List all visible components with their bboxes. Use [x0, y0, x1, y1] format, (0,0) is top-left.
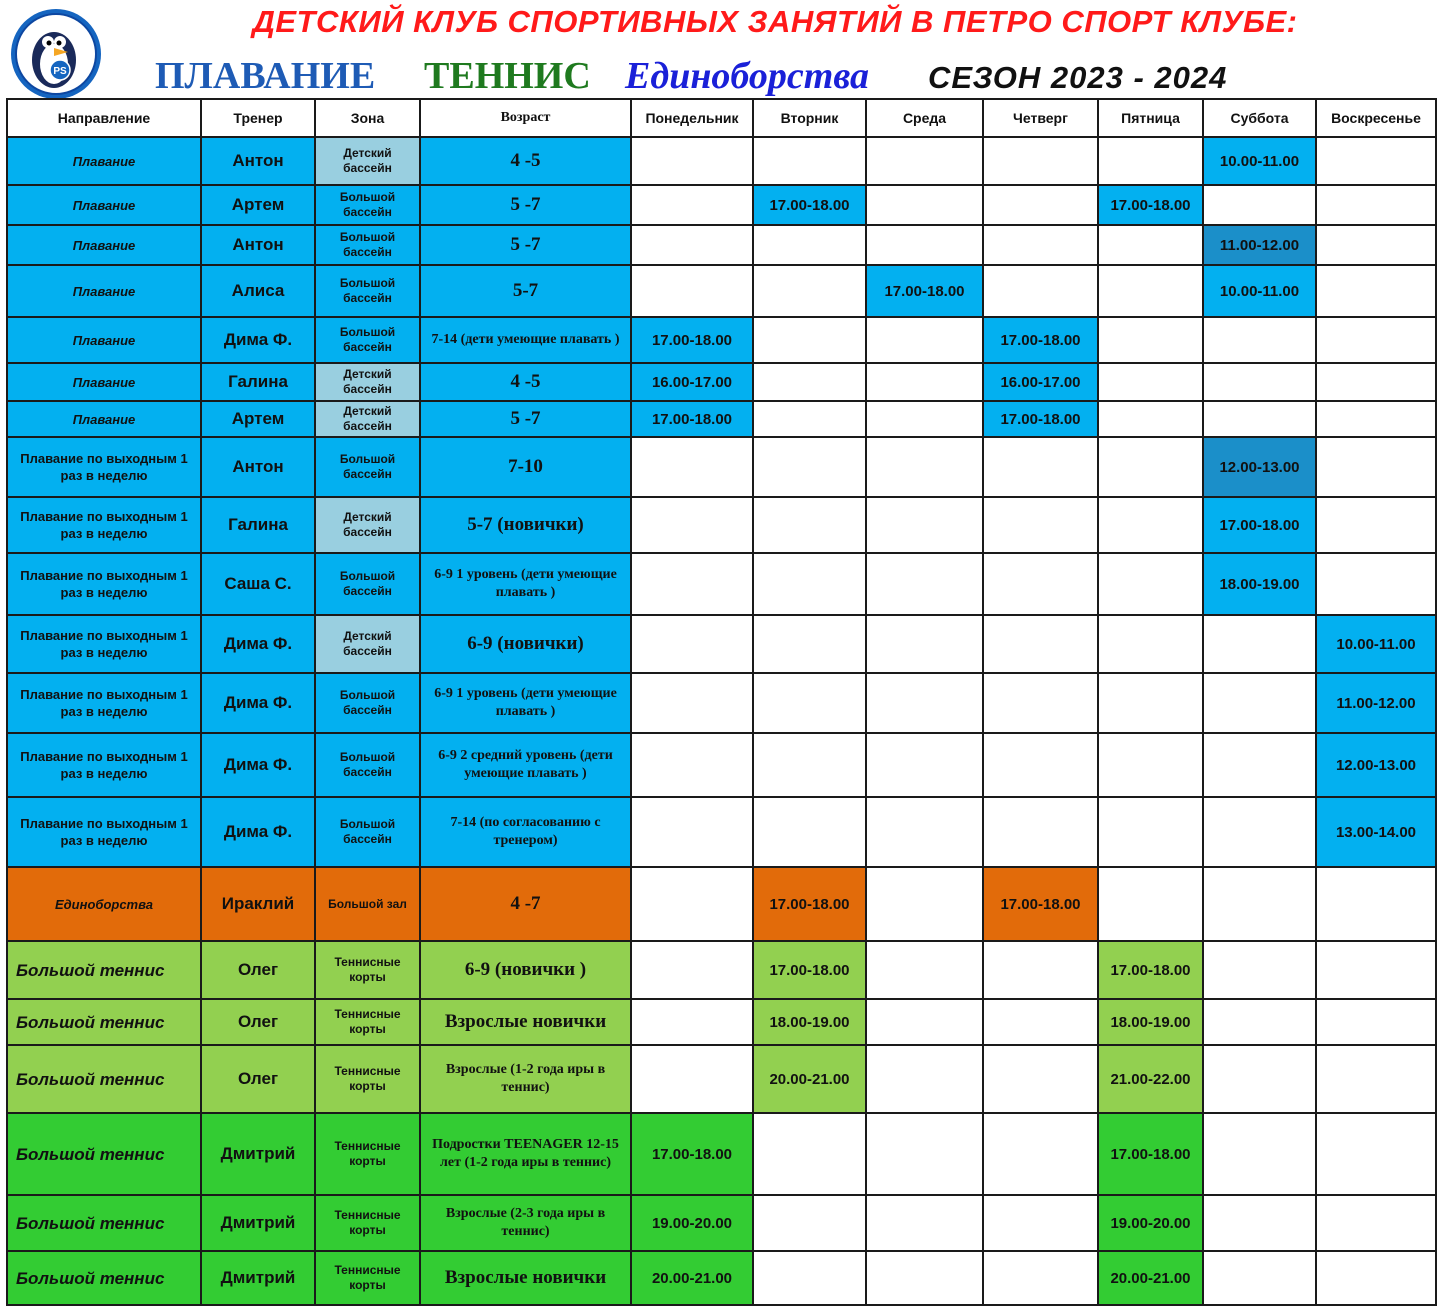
- slot-tue: [753, 317, 866, 363]
- slot-sun: [1316, 497, 1436, 553]
- slot-thu: [983, 1251, 1098, 1305]
- slot-thu: [983, 497, 1098, 553]
- direction-cell: Большой теннис: [7, 1195, 201, 1251]
- slot-thu: [983, 1113, 1098, 1195]
- header: [0, 0, 1440, 100]
- slot-fri: [1098, 867, 1203, 941]
- slot-sun: [1316, 225, 1436, 265]
- slot-fri: 21.00-22.00: [1098, 1045, 1203, 1113]
- zone-cell: Теннисные корты: [315, 1045, 420, 1113]
- slot-tue: 17.00-18.00: [753, 185, 866, 225]
- col-header-age: Возраст: [420, 99, 631, 137]
- zone-cell: Большой бассейн: [315, 317, 420, 363]
- slot-tue: 20.00-21.00: [753, 1045, 866, 1113]
- col-header-zone: Зона: [315, 99, 420, 137]
- table-row: [7, 1045, 1436, 1113]
- slot-fri: [1098, 797, 1203, 867]
- direction-cell: Большой теннис: [7, 941, 201, 999]
- slot-sat: [1203, 363, 1316, 401]
- age-cell: Взрослые новички: [420, 999, 631, 1045]
- direction-cell: Плавание: [7, 401, 201, 437]
- slot-wed: [866, 225, 983, 265]
- slot-sun: [1316, 185, 1436, 225]
- slot-fri: [1098, 673, 1203, 733]
- zone-cell: Детский бассейн: [315, 137, 420, 185]
- table-row: [7, 941, 1436, 999]
- age-cell: 6-9 1 уровень (дети умеющие плавать ): [420, 673, 631, 733]
- slot-mon: [631, 733, 753, 797]
- table-row: [7, 673, 1436, 733]
- direction-cell: Плавание: [7, 225, 201, 265]
- schedule-table: [6, 98, 1437, 1306]
- table-row: [7, 363, 1436, 401]
- zone-cell: Большой бассейн: [315, 733, 420, 797]
- page-title: ДЕТСКИЙ КЛУБ СПОРТИВНЫХ ЗАНЯТИЙ В ПЕТРО СПОРТ КЛУБЕ:: [252, 4, 1298, 39]
- age-cell: 6-9 1 уровень (дети умеющие плавать ): [420, 553, 631, 615]
- slot-sun: 12.00-13.00: [1316, 733, 1436, 797]
- slot-sat: 18.00-19.00: [1203, 553, 1316, 615]
- slot-tue: [753, 363, 866, 401]
- slot-sat: [1203, 999, 1316, 1045]
- slot-mon: [631, 497, 753, 553]
- age-cell: Взрослые новички: [420, 1251, 631, 1305]
- direction-cell: Большой теннис: [7, 1045, 201, 1113]
- season-label: СЕЗОН 2023 - 2024: [928, 60, 1228, 95]
- slot-sat: [1203, 673, 1316, 733]
- slot-fri: [1098, 401, 1203, 437]
- slot-wed: [866, 363, 983, 401]
- slot-tue: 17.00-18.00: [753, 941, 866, 999]
- zone-cell: Большой бассейн: [315, 797, 420, 867]
- slot-sat: 12.00-13.00: [1203, 437, 1316, 497]
- direction-cell: Плавание по выходным 1 раз в неделю: [7, 673, 201, 733]
- table-row: [7, 497, 1436, 553]
- slot-tue: [753, 137, 866, 185]
- coach-cell: Артем: [201, 401, 315, 437]
- direction-cell: Единоборства: [7, 867, 201, 941]
- slot-tue: [753, 615, 866, 673]
- age-cell: Взрослые (1-2 года иры в теннис): [420, 1045, 631, 1113]
- slot-sat: [1203, 401, 1316, 437]
- col-header-coach: Тренер: [201, 99, 315, 137]
- direction-cell: Плавание по выходным 1 раз в неделю: [7, 615, 201, 673]
- col-header-thursday: Четверг: [983, 99, 1098, 137]
- slot-wed: [866, 673, 983, 733]
- direction-cell: Плавание по выходным 1 раз в неделю: [7, 797, 201, 867]
- age-cell: 4 -7: [420, 867, 631, 941]
- zone-cell: Теннисные корты: [315, 999, 420, 1045]
- slot-mon: [631, 999, 753, 1045]
- slot-thu: 16.00-17.00: [983, 363, 1098, 401]
- slot-sat: 10.00-11.00: [1203, 137, 1316, 185]
- table-row: [7, 999, 1436, 1045]
- slot-thu: [983, 615, 1098, 673]
- slot-tue: 17.00-18.00: [753, 867, 866, 941]
- slot-wed: [866, 615, 983, 673]
- direction-cell: Плавание по выходным 1 раз в неделю: [7, 553, 201, 615]
- table-row: [7, 265, 1436, 317]
- slot-wed: [866, 497, 983, 553]
- slot-sat: 10.00-11.00: [1203, 265, 1316, 317]
- slot-sat: [1203, 797, 1316, 867]
- slot-fri: [1098, 363, 1203, 401]
- slot-sun: 11.00-12.00: [1316, 673, 1436, 733]
- slot-thu: [983, 265, 1098, 317]
- swim-heading: ПЛАВАНИЕ: [155, 55, 376, 97]
- age-cell: 6-9 2 средний уровень (дети умеющие плавать ): [420, 733, 631, 797]
- slot-wed: [866, 867, 983, 941]
- age-cell: Взрослые (2-3 года иры в теннис): [420, 1195, 631, 1251]
- slot-sun: [1316, 1045, 1436, 1113]
- slot-mon: 17.00-18.00: [631, 1113, 753, 1195]
- coach-cell: Олег: [201, 999, 315, 1045]
- slot-mon: 20.00-21.00: [631, 1251, 753, 1305]
- direction-cell: Плавание по выходным 1 раз в неделю: [7, 733, 201, 797]
- slot-tue: [753, 733, 866, 797]
- table-row: [7, 137, 1436, 185]
- slot-mon: [631, 941, 753, 999]
- slot-wed: 17.00-18.00: [866, 265, 983, 317]
- coach-cell: Галина: [201, 497, 315, 553]
- slot-sun: 13.00-14.00: [1316, 797, 1436, 867]
- slot-sat: [1203, 185, 1316, 225]
- slot-wed: [866, 437, 983, 497]
- slot-thu: 17.00-18.00: [983, 401, 1098, 437]
- col-header-wednesday: Среда: [866, 99, 983, 137]
- zone-cell: Большой бассейн: [315, 437, 420, 497]
- slot-sun: [1316, 437, 1436, 497]
- svg-text:PS: PS: [53, 66, 67, 77]
- zone-cell: Большой бассейн: [315, 225, 420, 265]
- coach-cell: Дмитрий: [201, 1113, 315, 1195]
- coach-cell: Саша С.: [201, 553, 315, 615]
- slot-thu: [983, 137, 1098, 185]
- col-header-friday: Пятница: [1098, 99, 1203, 137]
- zone-cell: Большой бассейн: [315, 553, 420, 615]
- slot-fri: [1098, 265, 1203, 317]
- slot-sat: [1203, 1113, 1316, 1195]
- slot-thu: [983, 797, 1098, 867]
- slot-mon: 16.00-17.00: [631, 363, 753, 401]
- slot-thu: [983, 1195, 1098, 1251]
- slot-fri: [1098, 317, 1203, 363]
- slot-tue: 18.00-19.00: [753, 999, 866, 1045]
- slot-tue: [753, 497, 866, 553]
- slot-thu: [983, 553, 1098, 615]
- tennis-heading: ТЕННИС: [424, 55, 591, 97]
- table-row: [7, 225, 1436, 265]
- table-row: [7, 797, 1436, 867]
- slot-tue: [753, 1195, 866, 1251]
- martial-heading: Единоборства: [625, 55, 870, 97]
- slot-tue: [753, 1113, 866, 1195]
- table-row: [7, 401, 1436, 437]
- table-row: [7, 437, 1436, 497]
- slot-sun: [1316, 1113, 1436, 1195]
- coach-cell: Дима Ф.: [201, 673, 315, 733]
- slot-sat: [1203, 867, 1316, 941]
- slot-mon: 17.00-18.00: [631, 317, 753, 363]
- slot-wed: [866, 317, 983, 363]
- col-header-monday: Понедельник: [631, 99, 753, 137]
- coach-cell: Ираклий: [201, 867, 315, 941]
- coach-cell: Дима Ф.: [201, 733, 315, 797]
- slot-sat: 17.00-18.00: [1203, 497, 1316, 553]
- slot-sun: [1316, 867, 1436, 941]
- slot-sat: [1203, 941, 1316, 999]
- slot-tue: [753, 797, 866, 867]
- direction-cell: Плавание: [7, 363, 201, 401]
- direction-cell: Плавание: [7, 265, 201, 317]
- slot-sun: [1316, 1251, 1436, 1305]
- slot-sun: [1316, 137, 1436, 185]
- slot-thu: 17.00-18.00: [983, 317, 1098, 363]
- slot-wed: [866, 999, 983, 1045]
- slot-thu: [983, 185, 1098, 225]
- zone-cell: Детский бассейн: [315, 401, 420, 437]
- age-cell: 5-7: [420, 265, 631, 317]
- slot-fri: 17.00-18.00: [1098, 185, 1203, 225]
- slot-mon: 17.00-18.00: [631, 401, 753, 437]
- slot-wed: [866, 941, 983, 999]
- slot-fri: [1098, 553, 1203, 615]
- coach-cell: Олег: [201, 941, 315, 999]
- slot-thu: [983, 999, 1098, 1045]
- table-row: [7, 615, 1436, 673]
- slot-tue: [753, 437, 866, 497]
- age-cell: 4 -5: [420, 363, 631, 401]
- zone-cell: Теннисные корты: [315, 941, 420, 999]
- age-cell: 6-9 (новички): [420, 615, 631, 673]
- slot-thu: [983, 225, 1098, 265]
- col-header-saturday: Суббота: [1203, 99, 1316, 137]
- slot-sat: 11.00-12.00: [1203, 225, 1316, 265]
- slot-tue: [753, 673, 866, 733]
- slot-mon: [631, 673, 753, 733]
- slot-sat: [1203, 317, 1316, 363]
- slot-sat: [1203, 1045, 1316, 1113]
- slot-sun: [1316, 1195, 1436, 1251]
- direction-cell: Плавание: [7, 185, 201, 225]
- slot-mon: [631, 867, 753, 941]
- coach-cell: Олег: [201, 1045, 315, 1113]
- table-row: [7, 317, 1436, 363]
- zone-cell: Детский бассейн: [315, 497, 420, 553]
- zone-cell: Большой бассейн: [315, 673, 420, 733]
- slot-tue: [753, 401, 866, 437]
- age-cell: 5-7 (новички): [420, 497, 631, 553]
- direction-cell: Плавание по выходным 1 раз в неделю: [7, 437, 201, 497]
- slot-fri: [1098, 137, 1203, 185]
- slot-mon: [631, 225, 753, 265]
- slot-tue: [753, 265, 866, 317]
- slot-mon: [631, 137, 753, 185]
- slot-mon: [631, 797, 753, 867]
- slot-tue: [753, 1251, 866, 1305]
- age-cell: 4 -5: [420, 137, 631, 185]
- slot-wed: [866, 1045, 983, 1113]
- slot-mon: [631, 553, 753, 615]
- slot-sun: [1316, 363, 1436, 401]
- slot-fri: 17.00-18.00: [1098, 1113, 1203, 1195]
- slot-mon: [631, 615, 753, 673]
- slot-wed: [866, 553, 983, 615]
- slot-mon: [631, 1045, 753, 1113]
- slot-sat: [1203, 1251, 1316, 1305]
- slot-sun: [1316, 317, 1436, 363]
- coach-cell: Артем: [201, 185, 315, 225]
- slot-wed: [866, 733, 983, 797]
- zone-cell: Теннисные корты: [315, 1113, 420, 1195]
- age-cell: Подростки TEENAGER 12-15 лет (1-2 года иры в теннис): [420, 1113, 631, 1195]
- age-cell: 7-14 (дети умеющие плавать ): [420, 317, 631, 363]
- coach-cell: Дима Ф.: [201, 317, 315, 363]
- slot-wed: [866, 1251, 983, 1305]
- table-header-row: [7, 99, 1436, 137]
- slot-tue: [753, 225, 866, 265]
- table-row: [7, 553, 1436, 615]
- slot-sun: [1316, 401, 1436, 437]
- slot-thu: [983, 437, 1098, 497]
- coach-cell: Дима Ф.: [201, 797, 315, 867]
- table-row: [7, 1195, 1436, 1251]
- slot-thu: [983, 733, 1098, 797]
- zone-cell: Детский бассейн: [315, 363, 420, 401]
- slot-fri: [1098, 497, 1203, 553]
- direction-cell: Большой теннис: [7, 1251, 201, 1305]
- slot-fri: [1098, 437, 1203, 497]
- age-cell: 5 -7: [420, 225, 631, 265]
- slot-fri: [1098, 733, 1203, 797]
- slot-sun: [1316, 941, 1436, 999]
- slot-thu: [983, 673, 1098, 733]
- slot-sun: 10.00-11.00: [1316, 615, 1436, 673]
- slot-fri: 19.00-20.00: [1098, 1195, 1203, 1251]
- age-cell: 5 -7: [420, 185, 631, 225]
- slot-mon: [631, 185, 753, 225]
- slot-sun: [1316, 999, 1436, 1045]
- slot-fri: [1098, 225, 1203, 265]
- table-row: [7, 867, 1436, 941]
- coach-cell: Алиса: [201, 265, 315, 317]
- zone-cell: Теннисные корты: [315, 1195, 420, 1251]
- age-cell: 7-10: [420, 437, 631, 497]
- coach-cell: Антон: [201, 225, 315, 265]
- slot-wed: [866, 401, 983, 437]
- direction-cell: Большой теннис: [7, 1113, 201, 1195]
- penguin-logo-icon: [10, 8, 102, 100]
- table-row: [7, 1251, 1436, 1305]
- direction-cell: Большой теннис: [7, 999, 201, 1045]
- slot-fri: [1098, 615, 1203, 673]
- table-row: [7, 185, 1436, 225]
- zone-cell: Теннисные корты: [315, 1251, 420, 1305]
- table-row: [7, 733, 1436, 797]
- slot-sat: [1203, 733, 1316, 797]
- slot-mon: [631, 437, 753, 497]
- col-header-tuesday: Вторник: [753, 99, 866, 137]
- slot-sat: [1203, 1195, 1316, 1251]
- slot-wed: [866, 1195, 983, 1251]
- age-cell: 5 -7: [420, 401, 631, 437]
- slot-thu: 17.00-18.00: [983, 867, 1098, 941]
- age-cell: 6-9 (новички ): [420, 941, 631, 999]
- coach-cell: Дмитрий: [201, 1251, 315, 1305]
- col-header-sunday: Воскресенье: [1316, 99, 1436, 137]
- slot-sun: [1316, 265, 1436, 317]
- coach-cell: Галина: [201, 363, 315, 401]
- slot-fri: 17.00-18.00: [1098, 941, 1203, 999]
- slot-fri: 18.00-19.00: [1098, 999, 1203, 1045]
- slot-fri: 20.00-21.00: [1098, 1251, 1203, 1305]
- slot-thu: [983, 1045, 1098, 1113]
- zone-cell: Большой бассейн: [315, 185, 420, 225]
- coach-cell: Антон: [201, 137, 315, 185]
- slot-wed: [866, 797, 983, 867]
- coach-cell: Антон: [201, 437, 315, 497]
- slot-sat: [1203, 615, 1316, 673]
- slot-mon: [631, 265, 753, 317]
- slot-wed: [866, 1113, 983, 1195]
- zone-cell: Детский бассейн: [315, 615, 420, 673]
- table-row: [7, 1113, 1436, 1195]
- coach-cell: Дима Ф.: [201, 615, 315, 673]
- direction-cell: Плавание: [7, 137, 201, 185]
- slot-tue: [753, 553, 866, 615]
- age-cell: 7-14 (по согласованию с тренером): [420, 797, 631, 867]
- direction-cell: Плавание по выходным 1 раз в неделю: [7, 497, 201, 553]
- zone-cell: Большой бассейн: [315, 265, 420, 317]
- slot-wed: [866, 185, 983, 225]
- direction-cell: Плавание: [7, 317, 201, 363]
- slot-sun: [1316, 553, 1436, 615]
- slot-thu: [983, 941, 1098, 999]
- slot-wed: [866, 137, 983, 185]
- slot-mon: 19.00-20.00: [631, 1195, 753, 1251]
- col-header-direction: Направление: [7, 99, 201, 137]
- zone-cell: Большой зал: [315, 867, 420, 941]
- coach-cell: Дмитрий: [201, 1195, 315, 1251]
